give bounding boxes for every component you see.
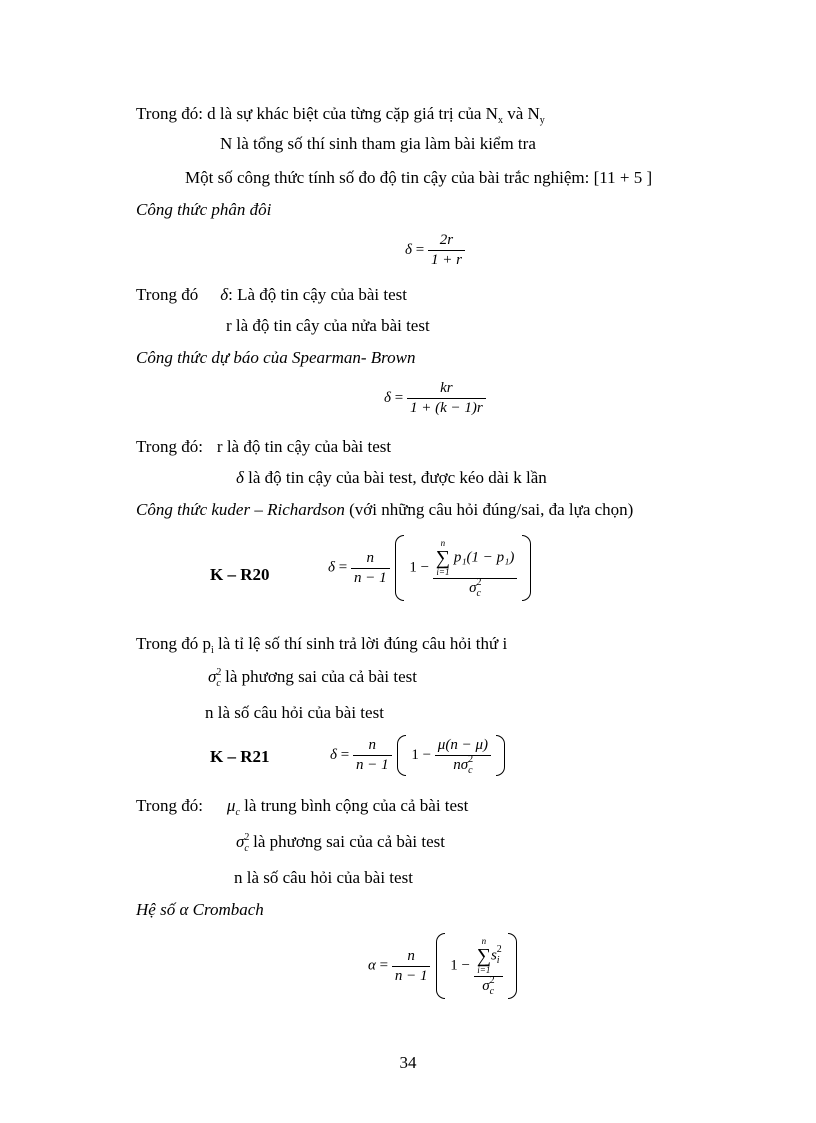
numerator: n xyxy=(392,948,431,967)
parenthesis-group xyxy=(397,735,505,776)
sum-symbol xyxy=(477,937,491,975)
formula-cronbach-alpha xyxy=(368,933,517,999)
line11-text: Trong đó p xyxy=(136,634,211,653)
parenthesis-group xyxy=(395,535,531,601)
line8-text: r là độ tin cậy của bài test xyxy=(216,437,392,456)
fraction-n-over-n-minus-1 xyxy=(353,737,392,774)
numerator xyxy=(433,539,518,579)
equals: = xyxy=(334,559,351,576)
denominator: n − 1 xyxy=(394,967,428,984)
fraction-spearman-brown xyxy=(407,380,486,417)
denominator xyxy=(474,977,503,995)
heading-split-half: Công thức phân đôi xyxy=(136,200,272,219)
alpha-heading-text: Hệ số xyxy=(136,900,180,919)
text-line-8 xyxy=(136,437,391,457)
denominator: 1 + (k − 1)r xyxy=(409,400,483,416)
numerator: 2r xyxy=(428,232,465,251)
delta-symbol: δ xyxy=(405,241,412,258)
subscript-c: c xyxy=(489,986,495,997)
sum-lower: i=1 xyxy=(436,567,450,577)
subscript-i: i xyxy=(496,955,500,967)
where-label: Trong đó: xyxy=(136,796,203,815)
heading-kuder-richardson xyxy=(136,500,633,520)
line5-text: : Là độ tin cậy của bài test xyxy=(228,285,408,304)
sum-upper: n xyxy=(440,538,446,548)
exponent: 2 xyxy=(244,832,250,843)
numerator: n xyxy=(353,737,392,756)
denominator: 1 + r xyxy=(430,252,462,268)
kuder-richardson-note: (với những câu hỏi đúng/sai, đa lựa chọn) xyxy=(344,500,634,519)
text-line-9 xyxy=(236,468,547,488)
label-kr20: K – R20 xyxy=(210,565,270,584)
text-line-1 xyxy=(136,104,545,127)
text-line-3: Một số công thức tính số đo độ tin cậy của bài trắc nghiệm: [11 + 5 ] xyxy=(185,168,653,187)
text-line-6: r là độ tin cây của nửa bài test xyxy=(226,316,430,335)
page-number: 34 xyxy=(399,1053,417,1072)
formula-kr20 xyxy=(328,535,531,601)
text-line-11 xyxy=(136,634,507,657)
one-minus: 1 − xyxy=(450,957,474,974)
n-sigma: nσ xyxy=(453,757,469,773)
sigma-symbol: σ xyxy=(208,667,217,686)
line1-text: Trong đó: d là sự khác biệt của từng cặp giá trị của N xyxy=(136,104,498,123)
denominator: n − 1 xyxy=(353,569,387,586)
exponent: 2 xyxy=(468,754,474,765)
one-minus: 1 − xyxy=(409,559,433,576)
text-line-15 xyxy=(236,832,445,855)
alpha-heading-name: Crombach xyxy=(188,900,264,919)
equals: = xyxy=(336,746,353,763)
subscript-y: y xyxy=(539,115,545,126)
fraction-alpha-inner xyxy=(474,937,503,995)
formula-spearman-brown xyxy=(384,380,486,417)
sigma-sum: ∑ xyxy=(435,547,451,569)
text-line-2: N là tổng số thí sinh tham gia làm bài kiểm tra xyxy=(220,134,536,153)
delta-symbol: δ xyxy=(384,389,391,406)
denominator xyxy=(433,579,518,597)
sum-upper: n xyxy=(481,936,487,946)
numerator: kr xyxy=(407,380,486,399)
heading-spearman-brown: Công thức dự báo của Spearman- Brown xyxy=(136,348,416,367)
mu-symbol: μ xyxy=(226,796,236,815)
text-line-12 xyxy=(208,667,417,690)
subscript-i: i xyxy=(210,645,214,656)
s-symbol: s xyxy=(490,947,497,964)
one-minus: 1 − xyxy=(411,746,435,763)
numerator: μ(n − μ) xyxy=(435,737,491,756)
subscript-c: c xyxy=(476,588,481,599)
exponent: 2 xyxy=(476,577,482,588)
formula-kr21 xyxy=(330,735,505,776)
delta-symbol: δ xyxy=(328,559,335,576)
subscript-c: c xyxy=(244,843,249,854)
equals: = xyxy=(411,241,428,258)
subscript-c: c xyxy=(468,765,473,776)
sum-symbol xyxy=(436,539,450,577)
sigma-symbol: σ xyxy=(469,580,477,596)
line9-text: là độ tin cậy của bài test, được kéo dài k lần xyxy=(243,468,547,487)
numerator xyxy=(474,937,503,977)
exponent: 2 xyxy=(216,667,222,678)
alpha-symbol: α xyxy=(179,900,189,919)
parenthesis-group xyxy=(436,933,516,999)
denominator xyxy=(435,756,491,774)
sigma-symbol: σ xyxy=(236,832,245,851)
sigma-sum: ∑ xyxy=(476,945,491,967)
denominator: n − 1 xyxy=(355,757,389,773)
sum-lower: i=1 xyxy=(477,965,491,975)
formula-split-half xyxy=(405,232,465,269)
kr20-term: p₁(1 − p₁) xyxy=(453,549,515,566)
exponent: 2 xyxy=(496,944,502,956)
numerator: n xyxy=(351,550,390,569)
equals: = xyxy=(390,389,407,406)
text-line-13: n là số câu hỏi của bài test xyxy=(205,703,384,722)
where-label: Trong đó: xyxy=(136,437,203,456)
alpha-symbol: α xyxy=(368,957,376,974)
exponent: 2 xyxy=(489,975,495,986)
line1-mid: và N xyxy=(502,104,540,123)
line11-rest: là tỉ lệ số thí sinh trả lời đúng câu hỏi thứ i xyxy=(213,634,508,653)
line12-text: là phương sai của cả bài test xyxy=(220,667,418,686)
delta-symbol: δ xyxy=(236,468,244,487)
subscript-c: c xyxy=(216,678,221,689)
subscript-x: x xyxy=(497,115,503,126)
fraction-n-over-n-minus-1 xyxy=(392,948,431,985)
text-line-14 xyxy=(136,796,468,819)
fraction-split-half xyxy=(428,232,465,269)
label-kr21: K – R21 xyxy=(210,747,270,766)
equals: = xyxy=(375,957,392,974)
fraction-kr21-inner xyxy=(435,737,491,774)
heading-cronbach-alpha xyxy=(136,900,264,920)
kuder-richardson-title: Công thức kuder – Richardson xyxy=(136,500,345,519)
line15-text: là phương sai của cả bài test xyxy=(248,832,446,851)
where-label: Trong đó xyxy=(136,285,199,304)
line14-text: là trung bình cộng của cả bài test xyxy=(239,796,469,815)
fraction-kr20-inner xyxy=(433,539,518,597)
fraction-n-over-n-minus-1 xyxy=(351,550,390,587)
sigma-symbol: σ xyxy=(482,978,490,994)
text-line-5 xyxy=(136,285,407,305)
text-line-16: n là số câu hỏi của bài test xyxy=(234,868,413,887)
delta-symbol: δ xyxy=(330,746,337,763)
delta-symbol: δ xyxy=(220,285,229,304)
subscript-c: c xyxy=(235,807,240,818)
